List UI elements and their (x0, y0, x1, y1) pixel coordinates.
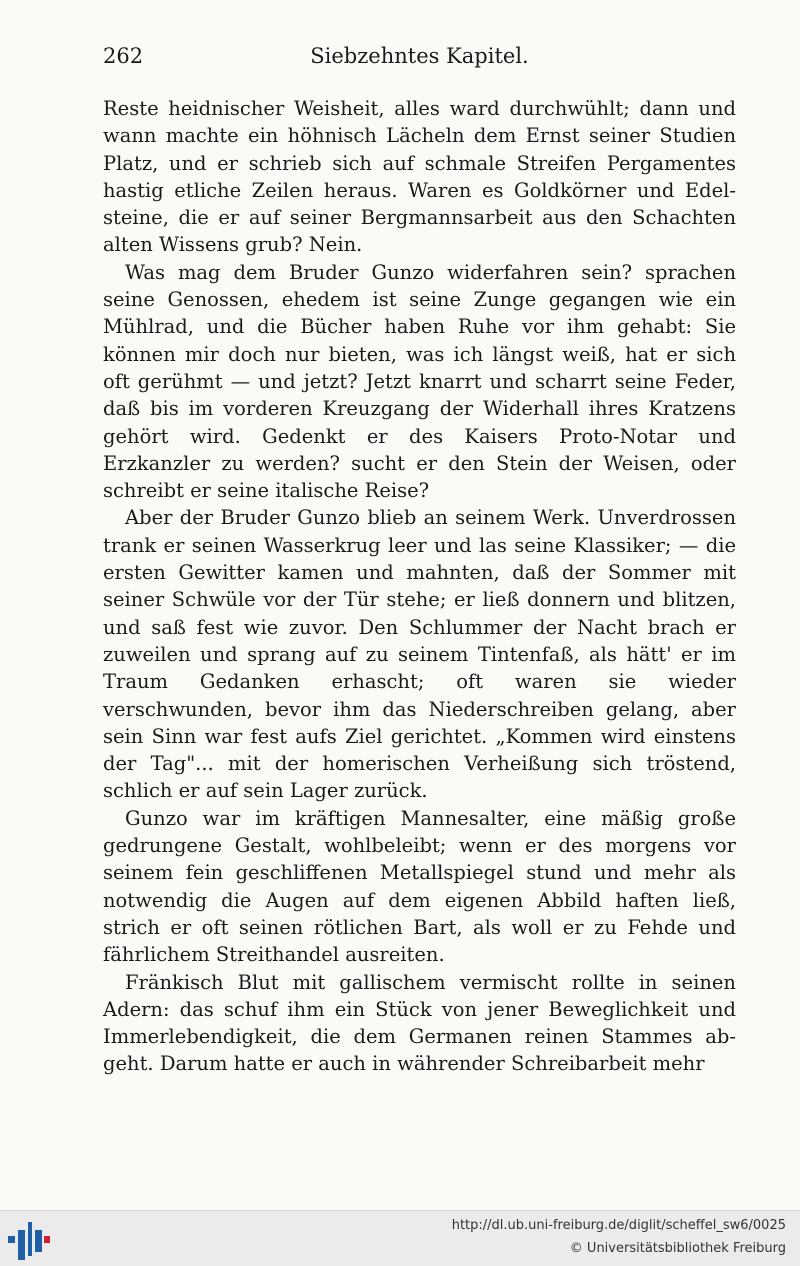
paragraph: Fränkisch Blut mit gallischem vermischt rollte in seinen Adern: das schuf ihm ein Stück von jener Beweglichkeit und Immerlebendigkeit, die dem Germanen reinen Stammes abgeht. Darum hatte er auch in währender Schreibarbeit mehr (103, 970, 736, 1076)
running-title: Siebzehntes Kapitel. (310, 44, 529, 68)
paragraph: Was mag dem Bruder Gunzo widerfahren sein? sprachen seine Genossen, ehedem ist seine Zunge gegangen wie ein Mühlrad, und die Bücher haben Ruhe vor ihm gehabt: Sie können mir doch nur bieten, was ich längst weiß, hat er sich oft gerühmt — und jetzt? Jetzt knarrt und scharrt seine Feder, daß bis im vorderen Kreuzgang der Widerhall ihres Kratzens gehört wird. Gedenkt er des Kaisers Proto-Notar und Erzkanzler zu werden? sucht er den Stein der Weisen, oder schreibt er seine italische Reise? (103, 260, 736, 503)
body-text (103, 95, 736, 1078)
copyright-notice: © Universitätsbibliothek Freiburg (569, 1241, 786, 1256)
page-number: 262 (103, 44, 144, 68)
paragraph: Reste heidnischer Weisheit, alles ward durchwühlt; dann und wann machte ein höhnisch Lächeln dem Ernst seiner Studien Platz, und er schrieb sich auf schmale Streifen Pergamentes hastig etliche Zeilen heraus. Waren es Goldkörner und Edelsteine, die er auf seiner Bergmannsarbeit aus den Schachten alten Wissens grub? Nein. (103, 97, 736, 257)
page-header (103, 44, 736, 76)
paragraph: Aber der Bruder Gunzo blieb an seinem Werk. Unverdrossen trank er seinen Wasserkrug leer und las seine Klassiker; — die ersten Gewitter kamen und mahnten, daß der Sommer mit seiner Schwüle vor der Tür stehe; er ließ donnern und blitzen, und saß fest wie zuvor. Den Schlummer der Nacht brach er zuweilen und sprang auf zu seinem Tintenfaß, als hätt' er im Traum Gedanken erhascht; oft waren sie wieder verschwunden, bevor ihm das Niederschreiben gelang, aber sein Sinn war fest aufs Ziel gerichtet. „Kommen wird einstens der Tag"... mit der homerischen Verheißung sich tröstend, schlich er auf sein Lager zurück. (103, 506, 736, 803)
ub-freiburg-logo-icon (8, 1218, 50, 1260)
paragraph: Gunzo war im kräftigen Mannesalter, eine mäßig große gedrungene Gestalt, wohlbeleibt; wenn er des morgens vor seinem fein geschliffenen Metallspiegel stund und mehr als notwendig die Augen auf dem eigenen Abbild haften ließ, strich er oft seinen rötlichen Bart, als woll er zu Fehde und fährlichem Streithandel ausreiten. (103, 806, 736, 967)
source-url-link[interactable]: http://dl.ub.uni-freiburg.de/diglit/scheffel_sw6/0025 (451, 1218, 786, 1233)
viewer-footer (0, 1210, 800, 1266)
